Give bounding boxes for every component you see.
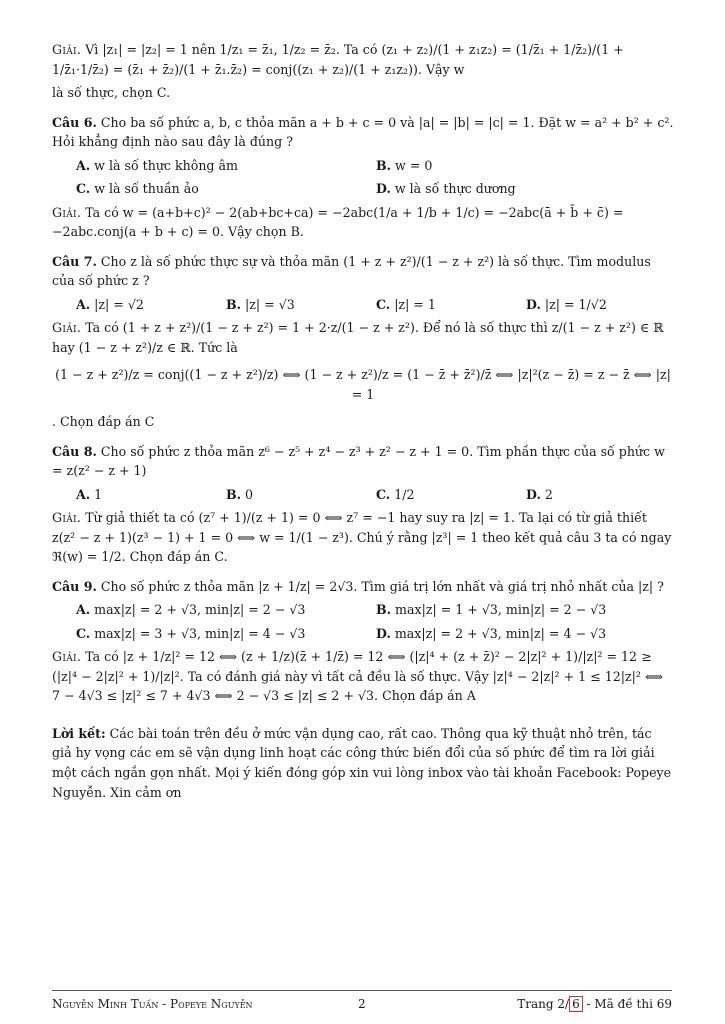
option-b: B. |z| = √3 — [226, 296, 295, 312]
solution-text: Vì |z₁| = |z₂| = 1 nên 1/z₁ = z̄₁, 1/z₂ = z̄₂. Ta có — [85, 42, 378, 57]
solution-label: Giải. — [52, 649, 82, 665]
options-9 — [76, 600, 674, 643]
solution-text: Ta có w = (a+b+c)² − 2(ab+bc+ca) = −2abc(1/a + 1/b + 1/c) = −2abc(ā + b̄ + c̄) = −2abc.conj(a + b + c) = 0. — [52, 204, 624, 240]
solution-label: Giải. — [52, 42, 82, 57]
solution-label: Giải. — [52, 510, 82, 526]
solution-text: Vậy w — [425, 61, 465, 77]
solution-7 — [52, 318, 674, 357]
option-d: D. 2 — [526, 486, 553, 502]
option-b: B. w = 0 — [376, 157, 433, 173]
options-8 — [76, 485, 674, 505]
question-stem: Cho số phức z thỏa mãn z⁶ − z⁵ + z⁴ − z³ + z² − z + 1 = 0. Tìm phần thực của số phức w = z(z² − z + 1) — [52, 443, 665, 479]
option-c: C. w là số thuần ảo — [76, 181, 199, 197]
option-b: B. 0 — [226, 486, 254, 502]
option-d: D. max|z| = 2 + √3, min|z| = 4 − √3 — [376, 625, 607, 641]
question-8 — [52, 442, 674, 481]
closing-label: Lời kết: — [52, 725, 106, 741]
page-suffix: - Mã đề thi 69 — [582, 997, 672, 1011]
question-stem: Cho ba số phức a, b, c thỏa mãn a + b + c = 0 và |a| = |b| = |c| = 1. Đặt w = a² + b² + c². Hỏi khẳng định nào sau đây là đúng ? — [52, 114, 674, 150]
closing-text: Các bài toán trên đều ở mức vận dụng cao, rất cao. Thông qua kỹ thuật nhỏ trên, tác giả hy vọng các em sẽ vận dụng linh hoạt các công thức biến đổi của số phức để tìm ra lời giải một cách ngắn gọn nhất. Mọi ý kiến đóng góp xin vui lòng inbox vào tài khoản Facebook: Popeye Nguyễn. Xin cảm ơn — [52, 725, 672, 800]
question-label: Câu 6. — [52, 114, 97, 130]
footer-page-number: 2 — [358, 997, 366, 1011]
solution-8 — [52, 508, 674, 567]
prev-solution — [52, 40, 674, 79]
option-c: C. max|z| = 3 + √3, min|z| = 4 − √3 — [76, 625, 306, 641]
closing-remarks — [52, 724, 674, 802]
solution-7-display: (1 − z + z²)/z = conj((1 − z + z²)/z) ⟺ (1 − z + z²)/z = (1 − z̄ + z̄²)/z̄ ⟺ |z|²(z − z̄) = z − z̄ ⟺ |z| = 1 — [55, 367, 671, 402]
option-c: C. |z| = 1 — [376, 296, 436, 312]
question-stem: Cho z là số phức thực sự và thỏa mãn (1 + z + z²)/(1 − z + z²) là số thực. Tìm modulus của số phức z ? — [52, 253, 651, 289]
solution-7-conclusion: . Chọn đáp án C — [52, 414, 155, 430]
solution-9 — [52, 647, 674, 706]
options-7 — [76, 295, 674, 315]
solution-conclusion: Vậy chọn B. — [228, 224, 304, 240]
question-label: Câu 7. — [52, 253, 97, 269]
solution-math: (z₁ + z₂)/(1 + z₁z₂) = (1/z̄₁ + 1/z̄₂)/(1 + 1/z̄₁·1/z̄₂) = (z̄₁ + z̄₂)/(1 + z̄₁.z̄₂) = conj((z₁ + z₂)/(1 + z₁z₂)). — [52, 42, 624, 77]
solution-6 — [52, 203, 674, 242]
solution-text: Từ giả thiết ta có (z⁷ + 1)/(z + 1) = 0 ⟺ z⁷ = −1 hay suy ra |z| = 1. Ta lại có từ giả thiết z(z² − z + 1)(z³ − 1) + 1 = 0 ⟺ w = 1/(1 − z³). Chú ý rằng |z³| = 1 theo kết quả câu 3 ta có ngay ℜ(w) = 1/2. — [52, 510, 672, 565]
option-a: A. 1 — [76, 486, 103, 502]
prev-conclusion: là số thực, chọn C. — [52, 85, 171, 101]
question-9 — [52, 577, 674, 597]
question-7 — [52, 252, 674, 291]
footer-page-info — [517, 997, 672, 1011]
question-label: Câu 9. — [52, 578, 97, 594]
solution-conclusion: Chọn đáp án C. — [129, 549, 228, 565]
option-c: C. 1/2 — [376, 486, 415, 502]
page-total-highlight: 6 — [569, 996, 583, 1012]
solution-conclusion: Chọn đáp án A — [382, 688, 476, 704]
question-label: Câu 8. — [52, 443, 97, 459]
option-d: D. w là số thực dương — [376, 181, 516, 197]
option-b: B. max|z| = 1 + √3, min|z| = 2 − √3 — [376, 602, 607, 618]
solution-text: Ta có (1 + z + z²)/(1 − z + z²) = 1 + 2·z/(1 − z + z²). Để nó là số thực thì z/(1 − z + z²) ∈ ℝ hay (1 − z + z²)/z ∈ ℝ. Tức là — [52, 320, 664, 355]
solution-text: Ta có |z + 1/z|² = 12 ⟺ (z + 1/z)(z̄ + 1/z̄) = 12 ⟺ (|z|⁴ + (z + z̄)² − 2|z|² + 1)/|z|² = 12 ≥ (|z|⁴ − 2|z|² + 1)/|z|². Ta có đánh giá này vì tất cả đều là số thực. Vậy |z|⁴ − 2|z|² + 1 ≤ 12|z|² ⟺ 7 − 4√3 ≤ |z|² ≤ 7 + 4√3 ⟺ 2 − √3 ≤ |z| ≤ 2 + √3. — [52, 649, 663, 704]
solution-label: Giải. — [52, 320, 82, 336]
page-prefix: Trang 2/ — [517, 997, 570, 1011]
option-a: A. max|z| = 2 + √3, min|z| = 2 − √3 — [76, 602, 306, 618]
options-6 — [76, 156, 674, 199]
option-a: A. |z| = √2 — [76, 296, 144, 312]
footer-authors: Nguyễn Minh Tuấn - Popeye Nguyễn — [52, 997, 253, 1011]
solution-label: Giải. — [52, 204, 82, 220]
question-6 — [52, 113, 674, 152]
question-stem: Cho số phức z thỏa mãn |z + 1/z| = 2√3. Tìm giá trị lớn nhất và giá trị nhỏ nhất của |z| ? — [100, 578, 664, 594]
option-a: A. w là số thực không âm — [76, 157, 238, 173]
page-content — [52, 40, 674, 806]
option-d: D. |z| = 1/√2 — [526, 296, 607, 312]
page-footer — [52, 990, 672, 1017]
